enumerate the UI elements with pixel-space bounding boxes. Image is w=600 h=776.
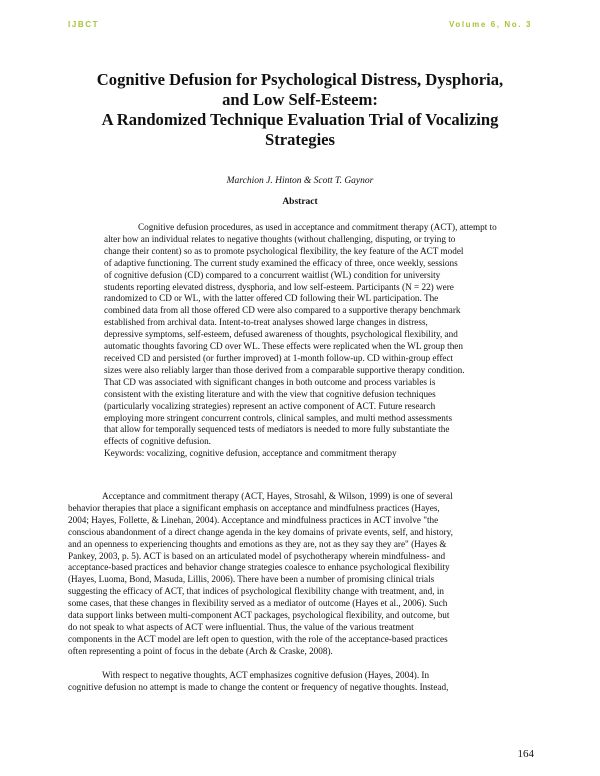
title-line: Strategies <box>264 130 336 149</box>
abstract-line: established from archival data. Intent-to-treat analyses showed large changes in distress, <box>104 317 428 328</box>
title-line: and Low Self-Esteem: <box>222 90 378 109</box>
abstract-line: Cognitive defusion procedures, as used in acceptance and commitment therapy (ACT), attempt to <box>138 222 497 232</box>
body-line: Pankey, 2003, p. 5). ACT is based on an articulated model of psychotherapy wherein mindfulness- and <box>68 550 446 561</box>
body-line: often representing a point of focus in the debate (Arch & Craske, 2008). <box>68 645 333 656</box>
abstract-line: that allow for temporally sequenced tests of mediators is needed to more fully substantiate the <box>104 424 450 435</box>
body-line: suggesting the efficacy of ACT, that indices of psychological flexibility change with treatment, and, in <box>68 586 444 597</box>
body-line: acceptance-based practices and behavior change strategies coalesce to enhance psychological flexibility <box>68 562 450 573</box>
body-line: some cases, that these changes in flexibility served as a mediator of outcome (Hayes et al., 2006). Such <box>68 598 448 609</box>
abstract-line: alter how an individual relates to negative thoughts (without challenging, disputing, or trying to <box>104 233 456 244</box>
abstract-line: combined data from all those offered CD were also compared to a supportive therapy benchmark <box>104 305 461 316</box>
body-line: conscious abandonment of a direct change agenda in the key domains of private events, self, and history, <box>68 526 453 537</box>
abstract-line: employing more stringent concurrent controls, clinical samples, and multi method assessments <box>104 412 453 423</box>
abstract-line: students reporting elevated distress, dysphoria, and low self-esteem. Participants (N = 22) were <box>104 281 454 292</box>
abstract-line: effects of cognitive defusion. <box>104 436 211 447</box>
abstract-line: of cognitive defusion (CD) compared to a concurrent waitlist (WL) condition for university <box>104 269 441 280</box>
abstract-line: sizes were also reliably larger than those derived from a comparable supportive therapy condition. <box>104 364 465 375</box>
abstract-line: automatic thoughts favoring CD over WL. These effects were replicated when the WL group then <box>104 341 463 352</box>
abstract-line: randomized to CD or WL, with the latter offered CD following their WL participation. The <box>104 293 439 304</box>
body-text <box>68 491 538 694</box>
body-line: components in the ACT model are left open to question, with the role of the acceptance-based practices <box>68 633 448 644</box>
body-line: (Hayes, Luoma, Bond, Masuda, Lillis, 2006). There have been a number of promising clinical trials <box>68 574 435 585</box>
volume-issue: Volume 6, No. 3 <box>449 20 532 29</box>
abstract-line: change their content) so as to promote psychological flexibility, the key feature of the ACT model <box>104 245 464 256</box>
authors: Marchion J. Hinton & Scott T. Gaynor <box>226 176 374 186</box>
abstract-line: received CD and persisted (or further improved) at 1-month follow-up. CD within-group effect <box>104 352 454 363</box>
abstract-heading: Abstract <box>282 197 318 207</box>
body-line: data support links between multi-component ACT packages, psychological flexibility, and outcome, but <box>68 610 450 621</box>
body-line: With respect to negative thoughts, ACT emphasizes cognitive defusion (Hayes, 2004). In <box>102 669 430 680</box>
abstract-line: That CD was associated with significant changes in both outcome and process variables is <box>104 376 436 387</box>
body-line: do not speak to what aspects of ACT were influential. Thus, the value of the various treatment <box>68 621 414 632</box>
body-line: behavior therapies that place a significant emphasis on acceptance and mindfulness practices (Hayes, <box>68 502 440 513</box>
abstract <box>104 222 497 460</box>
body-line: and an openness to experiencing thoughts and emotions as they are, not as they say they are" (Hayes & <box>68 538 447 549</box>
running-header <box>68 20 532 29</box>
keywords: Keywords: vocalizing, cognitive defusion, acceptance and commitment therapy <box>104 448 397 459</box>
page-number: 164 <box>517 748 534 760</box>
body-line: Acceptance and commitment therapy (ACT, Hayes, Strosahl, & Wilson, 1999) is one of several <box>102 491 453 501</box>
journal-name: IJBCT <box>68 20 100 29</box>
title-line: A Randomized Technique Evaluation Trial of Vocalizing <box>101 110 499 129</box>
abstract-line: of adaptive functioning. The current study examined the efficacy of three, once weekly, sessions <box>104 257 458 268</box>
title-line: Cognitive Defusion for Psychological Distress, Dysphoria, <box>96 70 504 89</box>
abstract-line: (particularly vocalizing strategies) represent an active component of ACT. Future research <box>104 400 436 411</box>
body-line: cognitive defusion no attempt is made to change the content or frequency of negative thoughts. Instead, <box>68 681 449 692</box>
abstract-line: depressive symptoms, self-esteem, defused awareness of thoughts, psychological flexibility, and <box>104 329 458 340</box>
abstract-line: consistent with the existing literature and with the view that cognitive defusion techniques <box>104 388 436 399</box>
body-line: 2004; Hayes, Follette, & Linehan, 2004). Acceptance and mindfulness practices in ACT involve "the <box>68 514 439 525</box>
article-title <box>60 70 540 150</box>
